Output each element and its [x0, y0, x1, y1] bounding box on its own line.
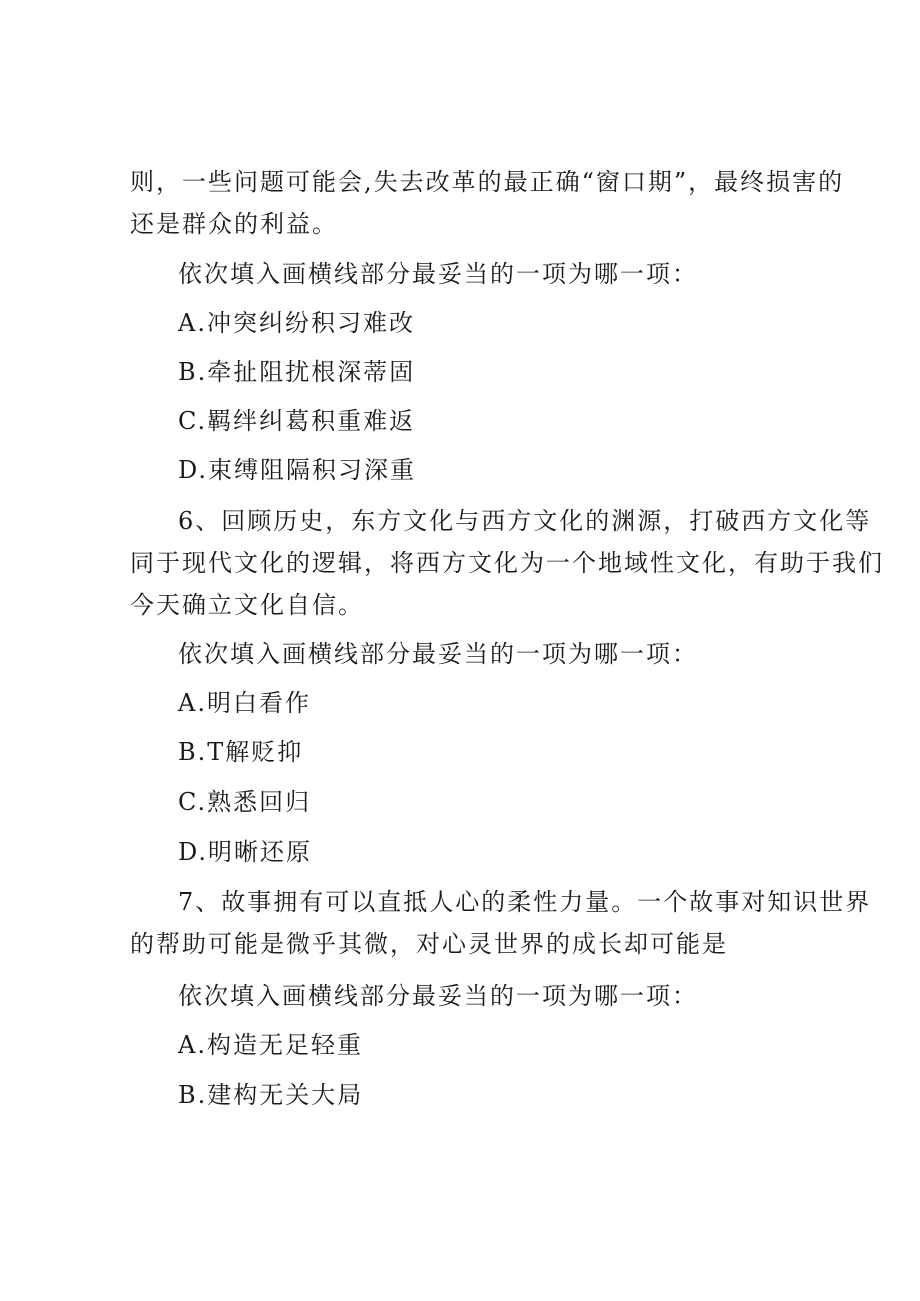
- paragraph-line: 今天确立文化自信。: [130, 591, 364, 619]
- option-b: B.建构无关大局: [178, 1081, 364, 1109]
- question-7-line: 7、故事拥有可以直抵人心的柔性力量。一个故事对知识世界: [178, 888, 872, 916]
- paragraph-line: 的帮助可能是微乎其微，对心灵世界的成长却可能是: [130, 930, 728, 958]
- question-prompt: 依次填入画横线部分最妥当的一项为哪一项：: [178, 982, 698, 1010]
- question-prompt: 依次填入画横线部分最妥当的一项为哪一项：: [178, 640, 698, 668]
- paragraph-line: 则，一些问题可能会,失去改革的最正确“窗口期”，最终损害的: [130, 168, 845, 196]
- question-6-line: 6、回顾历史，东方文化与西方文化的渊源，打破西方文化等: [178, 507, 872, 535]
- option-d: D.束缚阻隔积习深重: [178, 456, 417, 484]
- option-a: A.构造无足轻重: [178, 1031, 363, 1059]
- option-c: C.羁绊纠葛积重难返: [178, 407, 416, 435]
- option-d: D.明晰还原: [178, 838, 313, 866]
- question-prompt: 依次填入画横线部分最妥当的一项为哪一项：: [178, 260, 698, 288]
- option-b: B.牵扯阻扰根深蒂固: [178, 358, 416, 386]
- paragraph-line: 还是群众的利益。: [130, 210, 338, 238]
- option-b: B.T解贬抑: [178, 738, 304, 766]
- option-a: A.冲突纠纷积习难改: [178, 309, 415, 337]
- option-a: A.明白看作: [178, 689, 311, 717]
- paragraph-line: 同于现代文化的逻辑，将西方文化为一个地域性文化，有助于我们: [130, 549, 884, 577]
- option-c: C.熟悉回归: [178, 788, 312, 816]
